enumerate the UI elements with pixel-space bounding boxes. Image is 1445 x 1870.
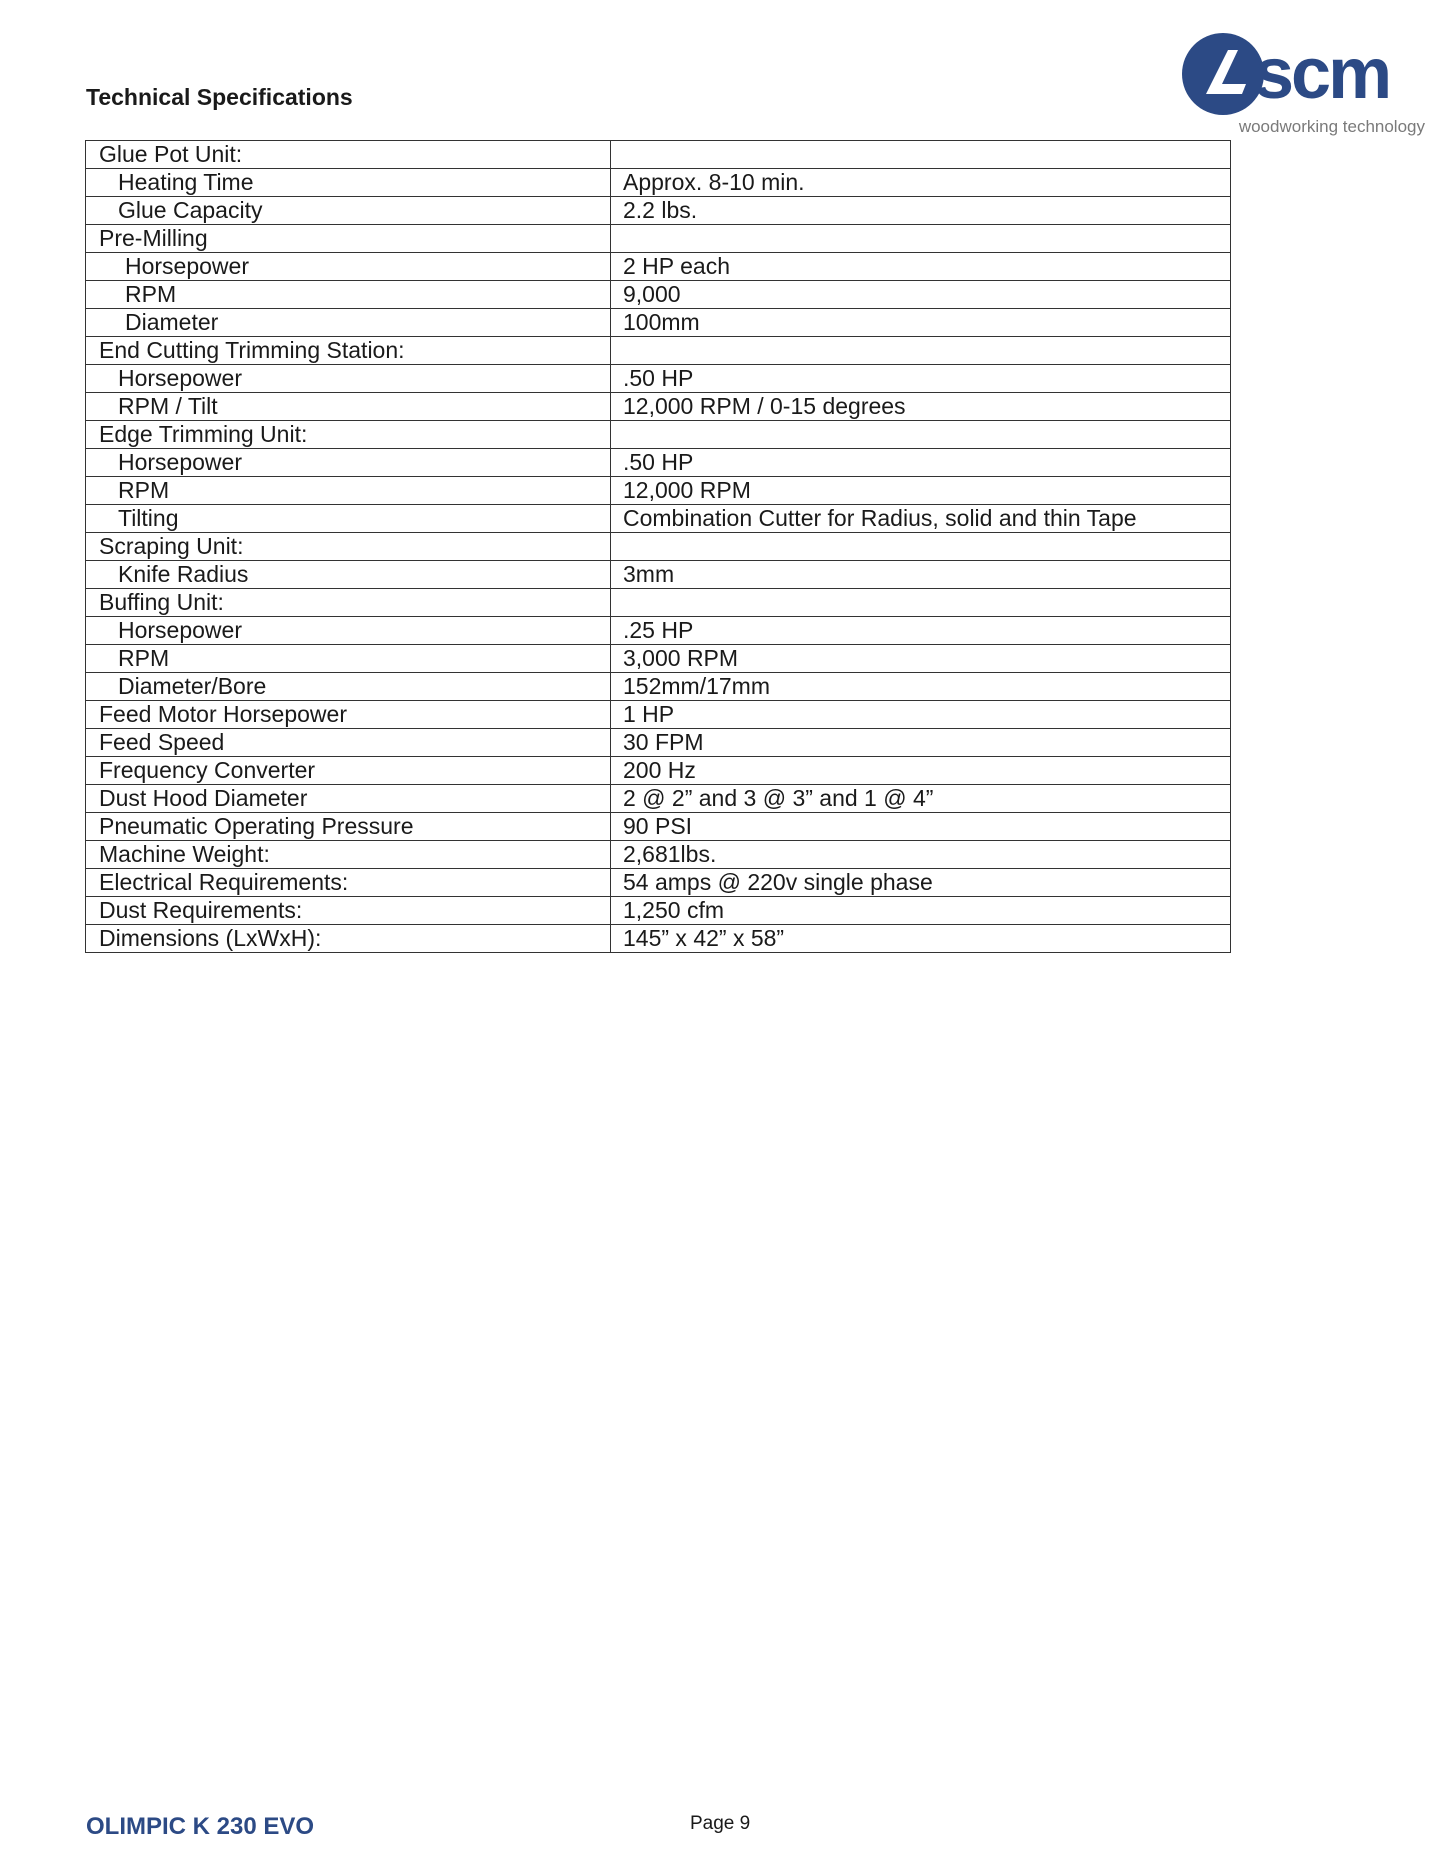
spec-label: RPM / Tilt bbox=[86, 393, 611, 421]
spec-row bbox=[86, 477, 1231, 505]
spec-label: Frequency Converter bbox=[86, 757, 611, 785]
spec-table-body bbox=[86, 141, 1231, 953]
spec-row bbox=[86, 897, 1231, 925]
spec-row bbox=[86, 169, 1231, 197]
spec-value: 152mm/17mm bbox=[611, 673, 1231, 701]
spec-label: Horsepower bbox=[86, 365, 611, 393]
spec-label: Horsepower bbox=[86, 253, 611, 281]
spec-value: 90 PSI bbox=[611, 813, 1231, 841]
spec-label: Diameter bbox=[86, 309, 611, 337]
spec-label: Edge Trimming Unit: bbox=[86, 421, 611, 449]
scm-logo-tagline: woodworking technology bbox=[1238, 117, 1425, 136]
spec-value: Combination Cutter for Radius, solid and thin Tape bbox=[611, 505, 1231, 533]
spec-value: 100mm bbox=[611, 309, 1231, 337]
spec-label: Scraping Unit: bbox=[86, 533, 611, 561]
spec-value: 1,250 cfm bbox=[611, 897, 1231, 925]
spec-row bbox=[86, 673, 1231, 701]
spec-label: Dimensions (LxWxH): bbox=[86, 925, 611, 953]
spec-value: 9,000 bbox=[611, 281, 1231, 309]
spec-value: .50 HP bbox=[611, 365, 1231, 393]
spec-label: Horsepower bbox=[86, 617, 611, 645]
spec-label: Electrical Requirements: bbox=[86, 869, 611, 897]
spec-row bbox=[86, 869, 1231, 897]
spec-row bbox=[86, 393, 1231, 421]
spec-row bbox=[86, 701, 1231, 729]
spec-value: 3,000 RPM bbox=[611, 645, 1231, 673]
spec-label: RPM bbox=[86, 477, 611, 505]
scm-logo bbox=[1178, 32, 1428, 138]
spec-label: Buffing Unit: bbox=[86, 589, 611, 617]
spec-value: 2.2 lbs. bbox=[611, 197, 1231, 225]
spec-row bbox=[86, 757, 1231, 785]
spec-row bbox=[86, 925, 1231, 953]
spec-label: End Cutting Trimming Station: bbox=[86, 337, 611, 365]
spec-value: 3mm bbox=[611, 561, 1231, 589]
spec-row bbox=[86, 617, 1231, 645]
spec-row bbox=[86, 253, 1231, 281]
spec-row bbox=[86, 505, 1231, 533]
spec-row bbox=[86, 729, 1231, 757]
spec-row bbox=[86, 785, 1231, 813]
spec-label: RPM bbox=[86, 645, 611, 673]
spec-label: Pneumatic Operating Pressure bbox=[86, 813, 611, 841]
spec-label: Dust Requirements: bbox=[86, 897, 611, 925]
spec-value bbox=[611, 225, 1231, 253]
spec-label: Horsepower bbox=[86, 449, 611, 477]
spec-value: .25 HP bbox=[611, 617, 1231, 645]
spec-value: 2,681lbs. bbox=[611, 841, 1231, 869]
spec-label: Dust Hood Diameter bbox=[86, 785, 611, 813]
spec-row bbox=[86, 281, 1231, 309]
spec-value: 30 FPM bbox=[611, 729, 1231, 757]
spec-row bbox=[86, 337, 1231, 365]
spec-value bbox=[611, 421, 1231, 449]
spec-label: Machine Weight: bbox=[86, 841, 611, 869]
spec-value bbox=[611, 337, 1231, 365]
spec-value: Approx. 8-10 min. bbox=[611, 169, 1231, 197]
spec-row bbox=[86, 645, 1231, 673]
spec-row bbox=[86, 141, 1231, 169]
spec-row bbox=[86, 225, 1231, 253]
spec-label: Knife Radius bbox=[86, 561, 611, 589]
footer-page-number: Page 9 bbox=[690, 1813, 751, 1834]
spec-value: .50 HP bbox=[611, 449, 1231, 477]
spec-label: Heating Time bbox=[86, 169, 611, 197]
spec-label: RPM bbox=[86, 281, 611, 309]
spec-table bbox=[85, 140, 1231, 953]
spec-value: 200 Hz bbox=[611, 757, 1231, 785]
spec-value: 145” x 42” x 58” bbox=[611, 925, 1231, 953]
spec-value bbox=[611, 533, 1231, 561]
spec-value bbox=[611, 589, 1231, 617]
spec-row bbox=[86, 365, 1231, 393]
spec-row bbox=[86, 309, 1231, 337]
spec-row bbox=[86, 533, 1231, 561]
footer-model-name: OLIMPIC K 230 EVO bbox=[86, 1813, 315, 1840]
spec-value: 1 HP bbox=[611, 701, 1231, 729]
spec-value: 12,000 RPM bbox=[611, 477, 1231, 505]
scm-logo-wordmark: scm bbox=[1254, 34, 1390, 114]
spec-label: Glue Pot Unit: bbox=[86, 141, 611, 169]
spec-value: 2 @ 2” and 3 @ 3” and 1 @ 4” bbox=[611, 785, 1231, 813]
spec-value: 2 HP each bbox=[611, 253, 1231, 281]
spec-label: Feed Speed bbox=[86, 729, 611, 757]
spec-label: Pre-Milling bbox=[86, 225, 611, 253]
spec-row bbox=[86, 449, 1231, 477]
spec-row bbox=[86, 813, 1231, 841]
spec-row bbox=[86, 197, 1231, 225]
spec-row bbox=[86, 841, 1231, 869]
spec-label: Diameter/Bore bbox=[86, 673, 611, 701]
spec-label: Feed Motor Horsepower bbox=[86, 701, 611, 729]
spec-value bbox=[611, 141, 1231, 169]
spec-label: Tilting bbox=[86, 505, 611, 533]
spec-row bbox=[86, 561, 1231, 589]
spec-row bbox=[86, 589, 1231, 617]
spec-row bbox=[86, 421, 1231, 449]
spec-label: Glue Capacity bbox=[86, 197, 611, 225]
page-title: Technical Specifications bbox=[86, 84, 353, 110]
spec-value: 54 amps @ 220v single phase bbox=[611, 869, 1231, 897]
spec-value: 12,000 RPM / 0-15 degrees bbox=[611, 393, 1231, 421]
